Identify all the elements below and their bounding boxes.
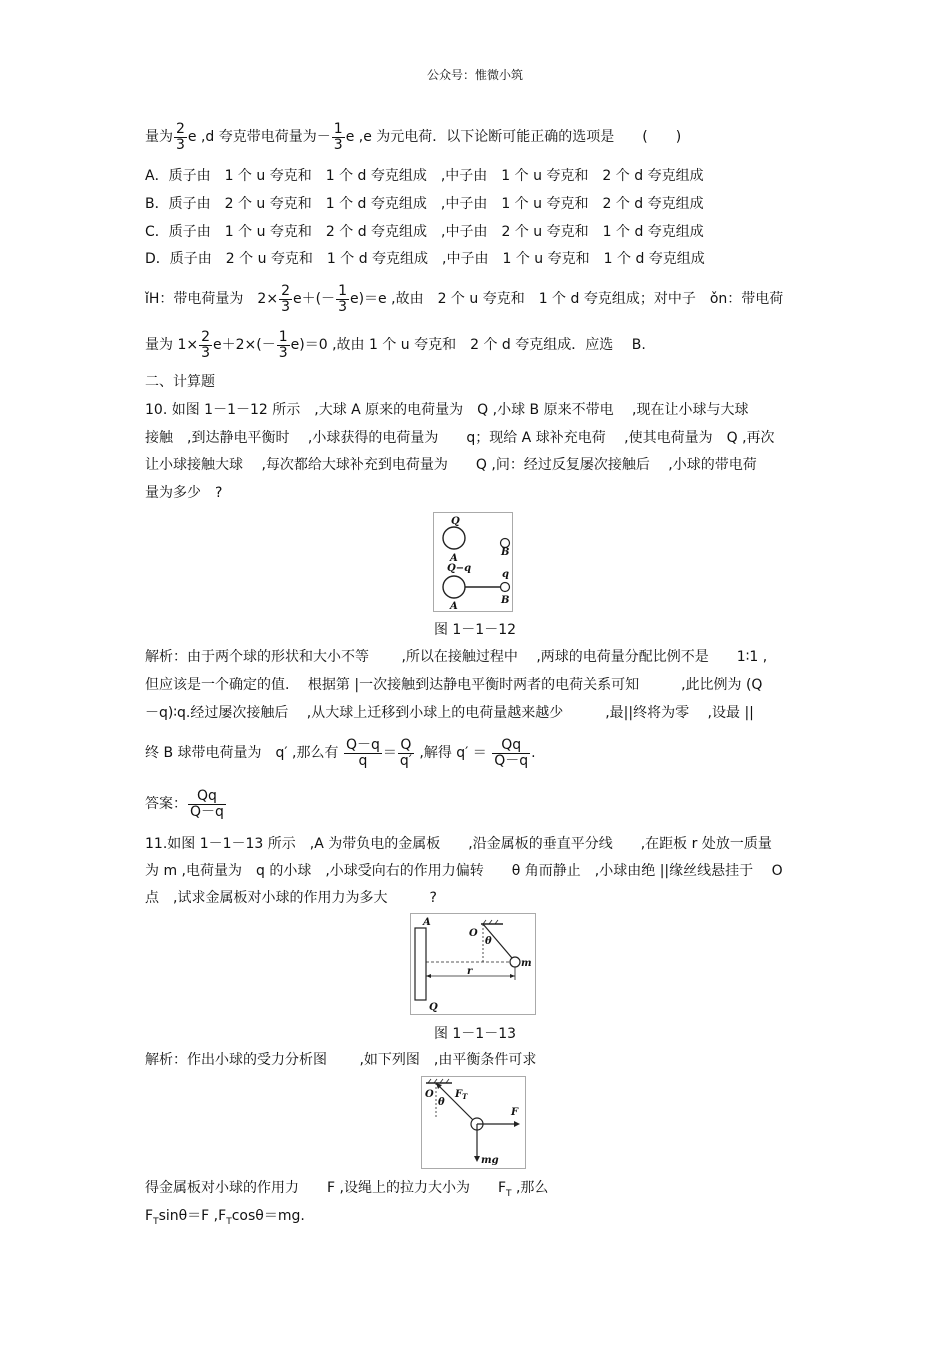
result2-sub1: T	[153, 1216, 159, 1227]
label-m: m	[521, 958, 532, 969]
eq-equals: ＝	[382, 745, 397, 761]
arrow-head-left	[426, 974, 431, 978]
q9-stem	[145, 120, 681, 154]
fraction-numerator: Q	[398, 738, 414, 754]
label-q: Q	[429, 1002, 438, 1013]
fraction-numerator: Q－q	[345, 736, 380, 753]
ball	[510, 957, 520, 967]
label-b: B	[501, 547, 510, 558]
fraction	[199, 330, 212, 361]
sol1-b: e＋(－	[292, 291, 336, 307]
fraction	[336, 284, 349, 315]
result2-b: sinθ＝F ,F	[158, 1208, 227, 1224]
figure-1-1-13	[410, 913, 536, 1015]
figure-caption-13: 图 1－1－13	[433, 1026, 517, 1042]
fraction	[332, 122, 345, 153]
q10-line: 让小球接触大球 ,每次都给大球补充到电荷量为 Q ,问：经过反复屡次接触后 ,小球的带电荷	[145, 457, 757, 473]
fraction	[398, 738, 414, 769]
page-header: 公众号：惟微小筑	[426, 68, 523, 82]
result1-sub: T	[506, 1188, 512, 1199]
q10-analysis: 但应该是一个确定的值. 根据第 |一次接触到达静电平衡时两者的电荷关系可知 ,此比例为 (Q	[145, 677, 763, 693]
q10-analysis: 解析：由于两个球的形状和大小不等 ,所以在接触过程中 ,两球的电荷量分配比例不是 1∶1 ,	[145, 649, 768, 665]
label-a: A	[450, 553, 458, 564]
sol1-c: e)＝e ,故由 2 个 u 夸克和 1 个 d 夸克组成；对中子 ǒn：带电荷	[349, 291, 784, 307]
label-small-q: q	[502, 569, 509, 580]
q11-result-line2	[145, 1206, 305, 1232]
label-ft-sub: T	[462, 1092, 468, 1101]
q9-stem-c: e ,e 为元电荷．以下论断可能正确的选项是 ( )	[345, 129, 682, 145]
fraction-denominator: q′	[399, 752, 412, 769]
electric-force-arrow-head	[514, 1121, 520, 1127]
fraction	[188, 789, 226, 820]
fraction-numerator: Qq	[188, 789, 226, 805]
q10-answer	[145, 784, 227, 824]
section-title: 二、计算题	[145, 374, 215, 390]
fraction-denominator: Q－q	[190, 803, 224, 820]
fraction-numerator: 2	[176, 120, 185, 137]
fraction-denominator: 3	[338, 298, 347, 315]
label-r: r	[467, 966, 473, 977]
fraction-denominator: Q－q	[494, 752, 529, 769]
label-theta: θ	[438, 1097, 445, 1108]
fraction-denominator: 3	[201, 344, 211, 361]
q9-option-a: A．质子由 1 个 u 夸克和 1 个 d 夸克组成 ,中子由 1 个 u 夸克和 2 个 d 夸克组成	[145, 168, 704, 184]
fraction-numerator: 2	[281, 282, 290, 299]
label-a-bottom: A	[450, 601, 458, 611]
label-q: Q	[451, 516, 460, 527]
sphere-b-bottom	[501, 583, 510, 592]
label-b-bottom: B	[501, 595, 510, 606]
q9-option-b: B．质子由 2 个 u 夸克和 1 个 d 夸克组成 ,中子由 1 个 u 夸克和 2 个 d 夸克组成	[145, 196, 704, 212]
fraction-denominator: 3	[281, 298, 290, 315]
q10-line: 10. 如图 1－1－12 所示 ,大球 A 原来的电荷量为 Q ,小球 B 原来不带电 ,现在让小球与大球	[145, 402, 749, 418]
fraction-numerator: 1	[333, 120, 343, 137]
eq-end: .	[531, 745, 536, 761]
gravity-arrow-head	[474, 1156, 480, 1162]
arrow-head-right	[510, 974, 515, 978]
q11-line: 为 m ,电荷量为 q 的小球 ,小球受向右的作用力偏转 θ 角而静止 ,小球由绝 ||缘丝线悬挂于 O	[145, 863, 783, 879]
figure-caption-12: 图 1－1－12	[433, 622, 517, 638]
result1-end: ,那么	[511, 1180, 549, 1196]
label-mg: mg	[481, 1155, 499, 1166]
sphere-a-top	[443, 527, 465, 549]
q9-stem-a: 量为	[145, 129, 173, 145]
q10-analysis: －q)∶q.经过屡次接触后 ,从大球上迁移到小球上的电荷量越来越少 ,最||终将为零 ,设最 ||	[145, 705, 754, 721]
label-a: A	[423, 917, 431, 928]
q10-line: 接触 ,到达静电平衡时 ,小球获得的电荷量为 q；现给 A 球补充电荷 ,使其电荷量为 Q ,再次	[145, 430, 775, 446]
result1-text: 得金属板对小球的作用力 F ,设绳上的拉力大小为 F	[145, 1180, 507, 1196]
q11-line: 11.如图 1－1－13 所示 ,A 为带负电的金属板 ,沿金属板的垂直平分线 ,在距板 r 处放一质量	[145, 836, 772, 852]
fraction-denominator: 3	[333, 136, 343, 153]
label-q-minus-q: Q−q	[447, 563, 472, 574]
q10-line: 量为多少 ?	[145, 485, 223, 501]
result2-c: cosθ＝mg.	[231, 1208, 305, 1224]
plate-pendulum-diagram	[411, 914, 535, 1014]
fraction	[492, 738, 530, 769]
q9-solution-line2	[145, 328, 646, 362]
sol1-a: ǐH：带电荷量为 2×	[145, 291, 279, 307]
q9-solution-line1	[145, 282, 783, 316]
spheres-diagram	[434, 513, 512, 611]
fraction-denominator: q	[358, 752, 368, 769]
label-o: O	[469, 928, 478, 939]
sol2-a: 量为 1×	[145, 337, 199, 353]
result2-a: F	[145, 1208, 154, 1224]
fraction	[174, 122, 187, 153]
fraction	[279, 284, 292, 315]
force-diagram	[421, 1076, 526, 1169]
metal-plate	[415, 928, 426, 1000]
result2-sub2: T	[226, 1216, 232, 1227]
sphere-a-bottom	[443, 576, 465, 598]
fraction	[277, 330, 290, 361]
label-f: F	[511, 1107, 519, 1118]
fraction-denominator: 3	[176, 136, 185, 153]
q11-analysis: 解析：作出小球的受力分析图 ,如下列图 ,由平衡条件可求	[145, 1052, 537, 1068]
label-o: O	[425, 1089, 434, 1100]
q10-equation	[145, 733, 536, 773]
q9-option-c: C．质子由 1 个 u 夸克和 2 个 d 夸克组成 ,中子由 2 个 u 夸克和 1 个 d 夸克组成	[145, 224, 704, 240]
fraction	[344, 738, 382, 769]
label-ft-f: F	[455, 1089, 463, 1100]
q11-line: 点 ,试求金属板对小球的作用力为多大 ?	[145, 890, 437, 906]
fraction-numerator: 1	[338, 282, 347, 299]
fraction-numerator: 2	[201, 328, 211, 345]
eq-b: ,解得 q′ ＝	[419, 745, 487, 761]
eq-a: 终 B 球带电荷量为 q′ ,那么有	[145, 745, 339, 761]
q9-stem-b: e ,d 夸克带电荷量为－	[187, 129, 331, 145]
fraction-numerator: 1	[278, 328, 288, 345]
label-ft	[454, 1089, 468, 1101]
figure-1-1-12	[433, 512, 513, 612]
q9-option-d: D．质子由 2 个 u 夸克和 1 个 d 夸克组成 ,中子由 1 个 u 夸克和 1 个 d 夸克组成	[145, 251, 705, 267]
sol2-c: e)＝0 ,故由 1 个 u 夸克和 2 个 d 夸克组成．应选 B.	[290, 337, 646, 353]
fraction-numerator: Qq	[492, 738, 530, 754]
q11-result-line1	[145, 1178, 548, 1204]
sol2-b: e＋2×(－	[213, 337, 276, 353]
answer-label: 答案：	[145, 796, 187, 812]
label-theta: θ	[485, 936, 492, 947]
fraction-denominator: 3	[278, 344, 288, 361]
force-analysis-svg	[422, 1077, 525, 1168]
